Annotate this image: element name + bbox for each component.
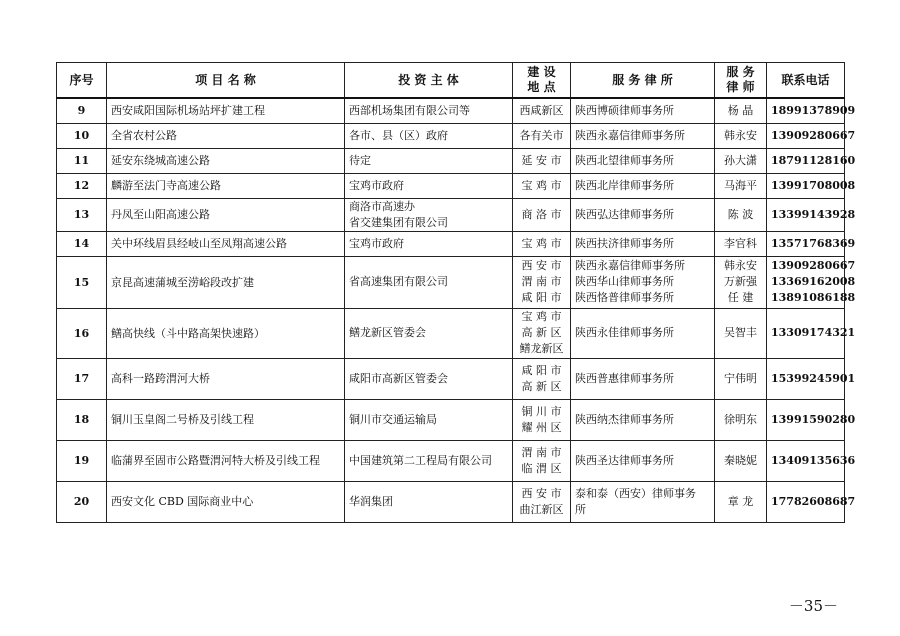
- cell-phone-line: 13309174321: [771, 326, 856, 339]
- cell-location-line: 鳝龙新区: [519, 342, 564, 355]
- cell-lawyer: [715, 123, 767, 148]
- cell-firm: [571, 440, 715, 481]
- cell-phone: [767, 481, 856, 522]
- cell-lawyer: [715, 198, 767, 231]
- cell-investor-line: 鳝龙新区管委会: [349, 326, 426, 339]
- header-location-line1: 建 设: [527, 65, 556, 79]
- cell-project: 关中环线眉县经岐山至凤翔高速公路: [107, 231, 345, 256]
- cell-location: [513, 399, 571, 440]
- header-location-line2: 地 点: [527, 80, 556, 94]
- cell-location: [513, 308, 571, 358]
- cell-lawyer-line: 任 建: [727, 291, 754, 304]
- cell-location-line: 高 新 区: [521, 326, 562, 339]
- cell-lawyer: [715, 358, 767, 399]
- cell-lawyer-line: 韩永安: [724, 128, 757, 142]
- cell-firm-line: 陕西纳杰律师事务所: [575, 412, 674, 426]
- cell-firm: [571, 399, 715, 440]
- cell-phone-line: 13991708008: [771, 178, 856, 192]
- cell-investor: [345, 231, 513, 256]
- cell-lawyer-line: 徐明东: [724, 412, 757, 426]
- cell-lawyer: [715, 308, 767, 358]
- cell-seq: 16: [57, 308, 107, 358]
- cell-firm-line: 陕西博硕律师事务所: [575, 103, 674, 117]
- cell-seq: 15: [57, 256, 107, 308]
- cell-phone: [767, 440, 856, 481]
- header-firm: 服 务 律 所: [571, 63, 715, 99]
- cell-investor: [345, 308, 513, 358]
- cell-firm-line: 陕西永嘉信律师事务所: [575, 128, 685, 142]
- cell-location: [513, 148, 571, 173]
- cell-investor: [345, 173, 513, 198]
- table-row: [57, 198, 845, 231]
- table-row: [57, 173, 845, 198]
- cell-investor-line: 商洛市高速办: [349, 199, 415, 213]
- header-location: [513, 63, 571, 99]
- cell-lawyer: [715, 440, 767, 481]
- table-row: [57, 123, 845, 148]
- project-lawyer-table: [56, 62, 856, 523]
- cell-investor-line: 宝鸡市政府: [349, 236, 404, 250]
- cell-firm: [571, 98, 715, 123]
- table-body: [57, 98, 856, 522]
- cell-phone: [767, 308, 856, 358]
- cell-seq: 14: [57, 231, 107, 256]
- cell-investor-line: 省高速集团有限公司: [349, 275, 448, 288]
- cell-phone: [767, 231, 856, 256]
- cell-investor: [345, 358, 513, 399]
- cell-firm: [571, 198, 715, 231]
- table-row: [57, 308, 845, 358]
- cell-phone-line: 13409135636: [771, 453, 856, 467]
- cell-lawyer-line: 韩永安: [724, 259, 757, 272]
- cell-lawyer: [715, 481, 767, 522]
- cell-investor-line: 宝鸡市政府: [349, 178, 404, 192]
- cell-location-line: 咸 阳 市: [521, 363, 562, 377]
- cell-firm-line: 陕西永嘉信律师事务所: [575, 259, 685, 272]
- cell-location: [513, 173, 571, 198]
- cell-location-line: 高 新 区: [521, 379, 562, 393]
- cell-firm: [571, 231, 715, 256]
- cell-location-line: 临 渭 区: [521, 461, 562, 475]
- cell-phone-line: 18791128160: [771, 153, 856, 167]
- cell-investor-line: 西部机场集团有限公司等: [349, 103, 470, 117]
- cell-investor-line: 待定: [349, 153, 371, 167]
- cell-lawyer: [715, 256, 767, 308]
- cell-lawyer: [715, 399, 767, 440]
- cell-location: [513, 358, 571, 399]
- header-seq: 序号: [57, 63, 107, 99]
- cell-location: [513, 256, 571, 308]
- cell-project: 麟游至法门寺高速公路: [107, 173, 345, 198]
- cell-investor-line: 各市、县（区）政府: [349, 128, 448, 142]
- cell-firm: [571, 148, 715, 173]
- cell-phone: [767, 173, 856, 198]
- cell-investor-line: 中国建筑第二工程局有限公司: [349, 453, 492, 467]
- cell-phone-line: 13909280667: [771, 259, 856, 272]
- cell-project: 京昆高速蒲城至涝峪段改扩建: [107, 256, 345, 308]
- cell-project: 延安东绕城高速公路: [107, 148, 345, 173]
- cell-investor: [345, 198, 513, 231]
- cell-lawyer-line: 陈 波: [727, 207, 754, 221]
- table-row: [57, 358, 845, 399]
- cell-phone-line: 18991378909: [771, 103, 856, 117]
- cell-phone: [767, 256, 856, 308]
- header-lawyer-line2: 律 师: [726, 80, 755, 94]
- cell-project: 西安文化 CBD 国际商业中心: [107, 481, 345, 522]
- cell-phone: [767, 148, 856, 173]
- cell-seq: 13: [57, 198, 107, 231]
- cell-lawyer: [715, 173, 767, 198]
- cell-location-line: 商 洛 市: [521, 207, 562, 221]
- header-lawyer-line1: 服 务: [726, 65, 755, 79]
- header-project: 项 目 名 称: [107, 63, 345, 99]
- cell-location-line: 咸 阳 市: [521, 291, 562, 304]
- cell-lawyer: [715, 231, 767, 256]
- cell-firm: [571, 173, 715, 198]
- cell-location-line: 渭 南 市: [521, 445, 562, 459]
- cell-location-line: 西咸新区: [519, 103, 564, 117]
- cell-investor-line: 省交建集团有限公司: [349, 215, 448, 229]
- cell-investor: [345, 98, 513, 123]
- cell-location: [513, 440, 571, 481]
- cell-phone-line: 13369162008: [771, 275, 856, 288]
- header-phone: 联系电话: [767, 63, 845, 99]
- cell-location-line: 宝 鸡 市: [521, 236, 562, 250]
- cell-phone: [767, 358, 856, 399]
- cell-lawyer: [715, 148, 767, 173]
- cell-location: [513, 198, 571, 231]
- table-row: [57, 98, 845, 123]
- cell-firm-line: 陕西圣达律师事务所: [575, 453, 674, 467]
- cell-phone: [767, 123, 856, 148]
- cell-lawyer-line: 孙大潇: [724, 153, 757, 167]
- cell-investor: [345, 256, 513, 308]
- table-row: [57, 481, 845, 522]
- cell-seq: 17: [57, 358, 107, 399]
- page-number: －35－: [788, 597, 838, 615]
- cell-project: 鳝高快线（斗中路高架快速路）: [107, 308, 345, 358]
- cell-lawyer-line: 秦晓妮: [724, 453, 757, 467]
- cell-project: 临蒲界至固市公路暨渭河特大桥及引线工程: [107, 440, 345, 481]
- header-lawyer: [715, 63, 767, 99]
- table-row: [57, 440, 845, 481]
- cell-project: 全省农村公路: [107, 123, 345, 148]
- cell-location: [513, 231, 571, 256]
- cell-project: 西安咸阳国际机场站坪扩建工程: [107, 98, 345, 123]
- cell-seq: 12: [57, 173, 107, 198]
- cell-phone-line: 13891086188: [771, 291, 856, 304]
- table-row: [57, 256, 845, 308]
- cell-location-line: 各有关市: [519, 128, 564, 142]
- cell-location-line: 延 安 市: [521, 153, 562, 167]
- cell-lawyer-line: 马海平: [724, 178, 757, 192]
- cell-location-line: 宝 鸡 市: [521, 310, 562, 323]
- cell-project: 铜川玉皇阁二号桥及引线工程: [107, 399, 345, 440]
- header-row: [57, 63, 845, 99]
- cell-location-line: 宝 鸡 市: [521, 178, 562, 192]
- cell-lawyer-line: 宁伟明: [724, 371, 757, 385]
- cell-firm: [571, 358, 715, 399]
- header-investor: 投 资 主 体: [345, 63, 513, 99]
- cell-project: 高科一路跨渭河大桥: [107, 358, 345, 399]
- cell-investor: [345, 440, 513, 481]
- cell-phone: [767, 98, 856, 123]
- cell-phone-line: 13991590280: [771, 412, 856, 426]
- cell-investor-line: 铜川市交通运输局: [349, 412, 437, 426]
- cell-seq: 11: [57, 148, 107, 173]
- cell-location: [513, 123, 571, 148]
- cell-lawyer: [715, 98, 767, 123]
- cell-firm-line: 陕西弘达律师事务所: [575, 207, 674, 221]
- cell-phone-line: 13571768369: [771, 236, 856, 250]
- cell-investor-line: 咸阳市高新区管委会: [349, 371, 448, 385]
- cell-firm-line: 陕西普惠律师事务所: [575, 371, 674, 385]
- cell-phone-line: 13399143928: [771, 207, 856, 221]
- table-row: [57, 399, 845, 440]
- cell-phone: [767, 399, 856, 440]
- cell-location-line: 铜 川 市: [521, 404, 562, 418]
- cell-firm: [571, 308, 715, 358]
- cell-seq: 10: [57, 123, 107, 148]
- cell-firm-line: 陕西北岸律师事务所: [575, 178, 674, 192]
- cell-firm-line: 陕西华山律师事务所: [575, 275, 674, 288]
- cell-location-line: 曲江新区: [519, 502, 564, 516]
- cell-firm-line: 陕西永佳律师事务所: [575, 326, 674, 339]
- cell-seq: 9: [57, 98, 107, 123]
- cell-project: 丹凤至山阳高速公路: [107, 198, 345, 231]
- cell-location: [513, 98, 571, 123]
- cell-investor: [345, 399, 513, 440]
- cell-seq: 18: [57, 399, 107, 440]
- cell-firm-line: 所: [575, 502, 586, 516]
- cell-phone: [767, 198, 856, 231]
- cell-firm-line: 泰和泰（西安）律师事务: [575, 486, 696, 500]
- cell-location-line: 耀 州 区: [521, 420, 562, 434]
- cell-lawyer-line: 万新强: [724, 275, 757, 288]
- cell-firm-line: 陕西扶济律师事务所: [575, 236, 674, 250]
- cell-lawyer-line: 章 龙: [727, 494, 754, 508]
- cell-investor: [345, 148, 513, 173]
- cell-location-line: 西 安 市: [521, 486, 562, 500]
- cell-firm-line: 陕西恪普律师事务所: [575, 291, 674, 304]
- cell-firm-line: 陕西北望律师事务所: [575, 153, 674, 167]
- cell-investor: [345, 481, 513, 522]
- cell-phone-line: 17782608687: [771, 494, 856, 508]
- cell-location: [513, 481, 571, 522]
- cell-lawyer-line: 杨 晶: [727, 103, 754, 117]
- cell-firm: [571, 123, 715, 148]
- table-row: [57, 148, 845, 173]
- table-row: [57, 231, 845, 256]
- cell-lawyer-line: 李官科: [724, 236, 757, 250]
- cell-seq: 19: [57, 440, 107, 481]
- cell-investor: [345, 123, 513, 148]
- cell-location-line: 西 安 市: [521, 259, 562, 272]
- cell-phone-line: 13909280667: [771, 128, 856, 142]
- cell-firm: [571, 481, 715, 522]
- cell-firm: [571, 256, 715, 308]
- cell-location-line: 渭 南 市: [521, 275, 562, 288]
- cell-seq: 20: [57, 481, 107, 522]
- cell-lawyer-line: 吴智丰: [724, 326, 757, 339]
- cell-investor-line: 华润集团: [349, 494, 393, 508]
- cell-phone-line: 15399245901: [771, 371, 856, 385]
